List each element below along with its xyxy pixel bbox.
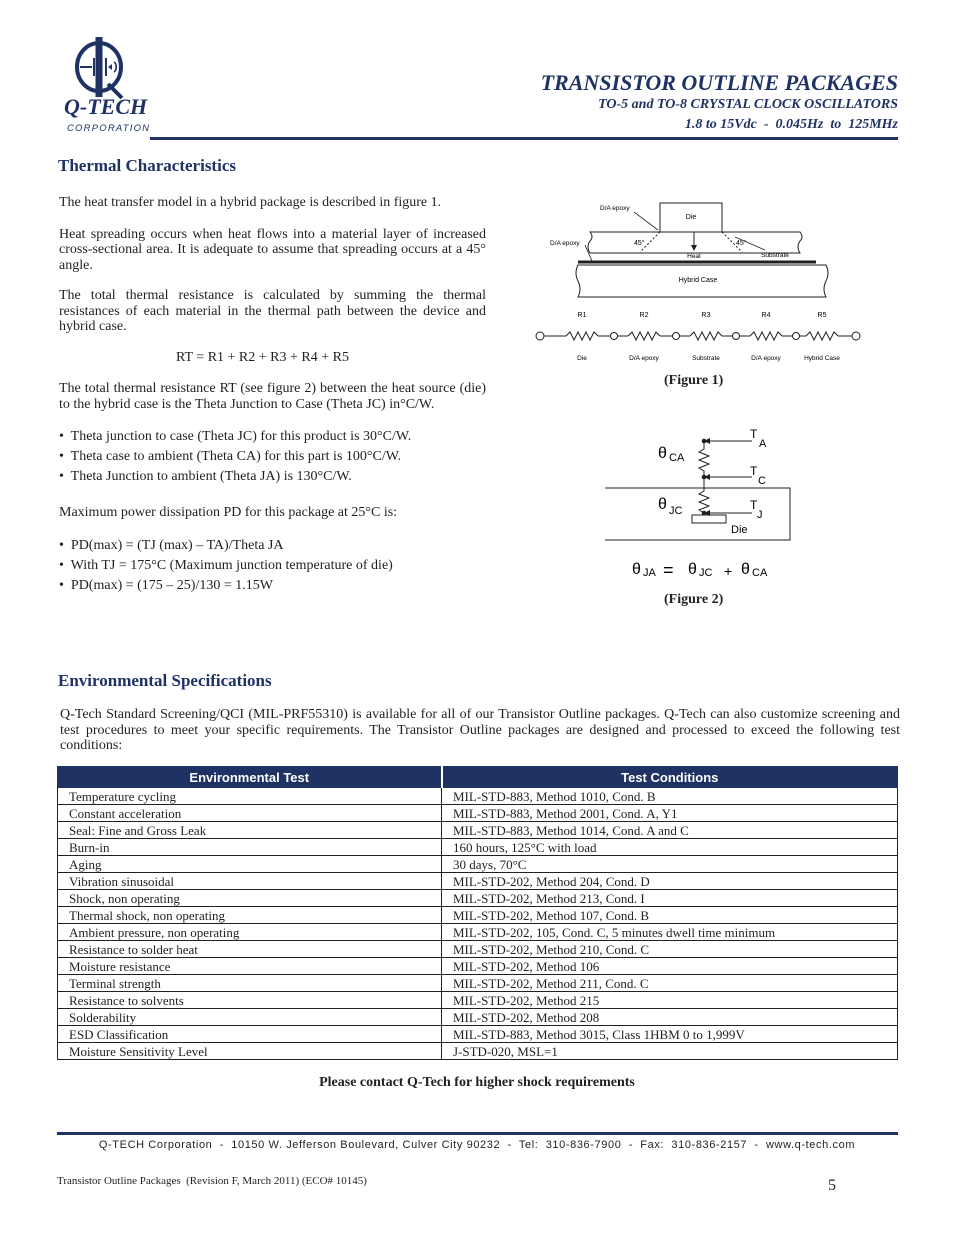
cell-condition: MIL-STD-202, Method 213, Cond. I — [442, 890, 898, 907]
table-row — [58, 1043, 898, 1060]
cell-condition: MIL-STD-202, Method 107, Cond. B — [442, 907, 898, 924]
da-epoxy-left-label: D/A epoxy — [550, 240, 580, 247]
angle-right: 45° — [736, 240, 747, 247]
theta-jc-label: JC — [669, 505, 683, 517]
material-label: Hybrid Case — [804, 355, 840, 362]
cell-condition: MIL-STD-202, Method 211, Cond. C — [442, 975, 898, 992]
material-label: D/A epoxy — [629, 355, 659, 362]
cell-test: Seal: Fine and Gross Leak — [58, 822, 442, 839]
list-item: • PD(max) = (TJ (max) – TA)/Theta JA — [59, 537, 284, 553]
cell-condition: MIL-STD-202, Method 208 — [442, 1009, 898, 1026]
theta-jc-resistor — [699, 477, 709, 515]
svg-text:θ: θ — [688, 561, 697, 578]
cell-test: Thermal shock, non operating — [58, 907, 442, 924]
material-label: Substrate — [692, 355, 720, 362]
tc-sub: C — [758, 475, 766, 487]
table-row — [58, 992, 898, 1009]
page-subtitle-2: 1.8 to 15Vdc - 0.045Hz to 125MHz — [684, 117, 898, 132]
hybrid-case-label: Hybrid Case — [678, 277, 718, 284]
eq-ja: JA — [643, 567, 656, 579]
cell-condition: MIL-STD-202, Method 106 — [442, 958, 898, 975]
substrate-label: Substrate — [761, 252, 789, 259]
cell-condition: MIL-STD-883, Method 1014, Cond. A and C — [442, 822, 898, 839]
tc-label: T — [750, 464, 758, 478]
thermal-bullets-2 — [59, 536, 486, 596]
cell-condition: MIL-STD-883, Method 2001, Cond. A, Y1 — [442, 805, 898, 822]
list-item: • With TJ = 175°C (Maximum junction temperature of die) — [59, 557, 393, 573]
resistor-label: R3 — [701, 312, 711, 319]
list-item: • Theta case to ambient (Theta CA) for this part is 100°C/W. — [59, 449, 402, 464]
cell-test: Moisture Sensitivity Level — [58, 1043, 442, 1060]
table-header-row — [58, 767, 898, 788]
cell-test: Aging — [58, 856, 442, 873]
cell-condition: MIL-STD-202, Method 210, Cond. C — [442, 941, 898, 958]
cell-test: Moisture resistance — [58, 958, 442, 975]
cell-condition: MIL-STD-883, Method 3015, Class 1HBM 0 to 1,999V — [442, 1026, 898, 1043]
thermal-paragraph-2: Heat spreading occurs when heat flows into a material layer of increased cross-sectional area. It is adequate to assume that spreading occurs at a 45° angle. — [59, 226, 486, 273]
cell-test: Resistance to solvents — [58, 992, 442, 1009]
resistor-label: R5 — [817, 312, 827, 319]
resistor-label: R4 — [761, 312, 771, 319]
theta-ca-label: CA — [669, 452, 685, 464]
cell-test: ESD Classification — [58, 1026, 442, 1043]
eq-ca: CA — [752, 567, 768, 579]
logo-text: Q-TECH — [64, 94, 148, 119]
table-row — [58, 788, 898, 805]
table-row — [58, 839, 898, 856]
cell-condition: 160 hours, 125°C with load — [442, 839, 898, 856]
list-item: • PD(max) = (175 – 25)/130 = 1.15W — [59, 577, 273, 593]
figure-2-caption: (Figure 2) — [664, 592, 724, 607]
terminal-left — [536, 332, 544, 340]
svg-text:θ: θ — [658, 445, 667, 462]
thermal-paragraph-4: The total thermal resistance RT (see figure 2) between the heat source (die) to the hybrid case is the Theta Junction to Case (Theta JC) in°C/W. — [59, 381, 486, 412]
tj-sub: J — [757, 509, 763, 521]
table-row — [58, 856, 898, 873]
figure-1-caption: (Figure 1) — [664, 373, 724, 388]
die-label: Die — [685, 214, 697, 221]
heat-label: Heat — [687, 253, 701, 260]
page-subtitle-1: TO-5 and TO-8 CRYSTAL CLOCK OSCILLATORS — [598, 97, 898, 112]
cell-test: Shock, non operating — [58, 890, 442, 907]
cell-test: Burn-in — [58, 839, 442, 856]
table-row — [58, 958, 898, 975]
svg-text:θ: θ — [632, 561, 641, 578]
cell-condition: MIL-STD-202, Method 204, Cond. D — [442, 873, 898, 890]
cell-condition: MIL-STD-202, Method 215 — [442, 992, 898, 1009]
thermal-paragraph-1: The heat transfer model in a hybrid package is described in figure 1. — [59, 195, 442, 210]
footer-rule — [57, 1132, 898, 1135]
ta-label: T — [750, 427, 758, 441]
cell-test: Constant acceleration — [58, 805, 442, 822]
cell-test: Resistance to solder heat — [58, 941, 442, 958]
junction-node — [793, 333, 800, 340]
footer-revision: Transistor Outline Packages (Revision F, March 2011) (ECO# 10145) — [57, 1175, 367, 1187]
column-header-conditions: Test Conditions — [442, 767, 898, 788]
table-row — [58, 873, 898, 890]
table-row — [58, 1009, 898, 1026]
svg-text:θ: θ — [741, 561, 750, 578]
da-epoxy-top-label: D/A epoxy — [600, 205, 630, 212]
column-header-test: Environmental Test — [58, 767, 442, 788]
resistor-label: R1 — [577, 312, 587, 319]
environmental-intro: Q-Tech Standard Screening/QCI (MIL-PRF55310) is available for all of our Transistor Outline packages. Q-Tech can also customize screening and test procedures to meet your specific requirements. The Transistor Outline packages are designed and processed to exceed the following test conditions: — [60, 707, 900, 753]
table-row — [58, 907, 898, 924]
cell-test: Vibration sinusoidal — [58, 873, 442, 890]
cell-condition: 30 days, 70°C — [442, 856, 898, 873]
header-rule — [150, 137, 898, 140]
thermal-paragraph-5: Maximum power dissipation PD for this package at 25°C is: — [59, 505, 398, 520]
list-item: • Theta Junction to ambient (Theta JA) is 130°C/W. — [59, 469, 352, 484]
ta-sub: A — [759, 438, 767, 450]
die-label: Die — [731, 524, 748, 536]
table-row — [58, 924, 898, 941]
table-row — [58, 890, 898, 907]
environmental-heading: Environmental Specifications — [58, 671, 272, 690]
cell-condition: MIL-STD-202, 105, Cond. C, 5 minutes dwell time minimum — [442, 924, 898, 941]
eq-jc: JC — [699, 567, 713, 579]
junction-node — [611, 333, 618, 340]
page-number: 5 — [828, 1177, 836, 1194]
material-label: D/A epoxy — [751, 355, 781, 362]
resistor-label: R2 — [639, 312, 649, 319]
page-title: TRANSISTOR OUTLINE PACKAGES — [540, 70, 898, 95]
cell-test: Solderability — [58, 1009, 442, 1026]
cell-test: Temperature cycling — [58, 788, 442, 805]
svg-text:θ: θ — [658, 496, 667, 513]
thermal-bullets-1 — [59, 427, 486, 487]
table-row — [58, 805, 898, 822]
list-item: • Theta junction to case (Theta JC) for this product is 30°C/W. — [59, 429, 412, 444]
eq-equals: = — [663, 560, 674, 580]
table-row — [58, 822, 898, 839]
resistor-chain — [536, 312, 860, 362]
logo-subtext: CORPORATION — [67, 123, 151, 134]
eq-plus: + — [724, 563, 733, 579]
table-row — [58, 941, 898, 958]
thermal-heading: Thermal Characteristics — [58, 156, 236, 175]
thermal-equation: RT = R1 + R2 + R3 + R4 + R5 — [176, 349, 349, 365]
table-row — [58, 975, 898, 992]
cell-condition: J-STD-020, MSL=1 — [442, 1043, 898, 1060]
tj-label: T — [750, 498, 758, 512]
junction-node — [673, 333, 680, 340]
substrate-layer — [588, 232, 802, 253]
junction-node — [733, 333, 740, 340]
cell-test: Terminal strength — [58, 975, 442, 992]
theta-ca-resistor — [699, 439, 709, 477]
die-block — [692, 515, 726, 523]
terminal-right — [852, 332, 860, 340]
table-row — [58, 1026, 898, 1043]
environmental-table — [57, 766, 898, 1060]
footer-address: Q-TECH Corporation - 10150 W. Jefferson Boulevard, Culver City 90232 - Tel: 310-836-7900 - Fax: 310-836-2157 - www.q-tech.com — [98, 1139, 856, 1151]
cell-test: Ambient pressure, non operating — [58, 924, 442, 941]
thermal-text — [59, 195, 486, 596]
material-label: Die — [577, 355, 587, 362]
angle-left: 45° — [634, 240, 645, 247]
figure-1 — [530, 195, 870, 388]
thermal-paragraph-3: The total thermal resistance is calculated by summing the thermal resistances of each material in the thermal path between the device and hybrid case. — [59, 288, 486, 334]
environmental-note: Please contact Q-Tech for higher shock requirements — [319, 1075, 635, 1090]
cell-condition: MIL-STD-883, Method 1010, Cond. B — [442, 788, 898, 805]
figure-2 — [600, 425, 820, 607]
